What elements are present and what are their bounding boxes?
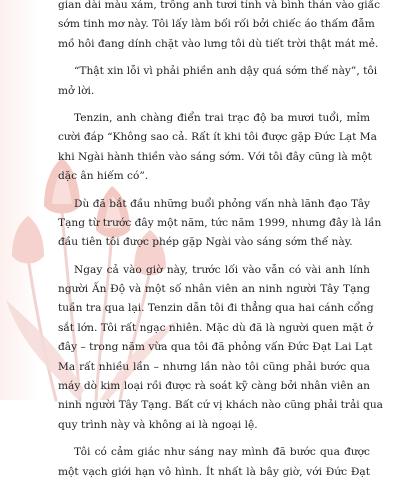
text-line: một vạch giới hạn vô hình. Ít nhất là bây giờ, với Đức Đạt — [58, 465, 370, 478]
text-line: mồ hôi đang dính chặt vào lưng tôi dù tiết trời thật mát mẻ. — [58, 37, 379, 50]
text-line: Ma rất nhiều lần – nhưng lần nào tôi cũng phải bước qua — [58, 360, 370, 373]
tulip-flower — [12, 216, 44, 264]
text-line: Tôi có cảm giác như sáng nay mình đã bước qua được — [74, 446, 370, 459]
text-line: dặc ân hiếm có”. — [58, 170, 149, 183]
text-line: sắt lớn. Tôi rất ngạc nhiên. Mặc dù đã là người quen mặt ở — [58, 321, 373, 334]
text-line: sớm tinh mơ này. Tôi lấy làm bối rối bởi chiếc áo thấm đẫm — [58, 18, 375, 31]
text-line: Tạng từ trước đây một năm, tức năm 1999, nhưng đây là lần — [58, 216, 382, 229]
text-line: cười đáp “Không sao cả. Rất ít khi tôi được gặp Đức Lạt Ma — [58, 131, 377, 144]
text-line: người Ấn Độ và một số nhân viên an ninh người Tây Tạng — [58, 283, 370, 296]
text-line: gian dài màu xám, trông anh tươi tỉnh và bình thản vào giấc — [58, 0, 381, 11]
text-line: đầu tiên tôi được phép gặp Ngài vào sáng sớm thế này. — [58, 236, 353, 249]
text-line: mở lời. — [58, 84, 95, 97]
text-line: quy trình này và không ai là ngoại lệ. — [58, 418, 258, 431]
text-line: Ngay cả vào giờ này, trước lối vào vẫn có vài anh lính — [74, 263, 370, 276]
page-body-text — [58, 0, 383, 482]
text-line: ninh người Tây Tạng. Bất cứ vị khách nào cũng phải trải qua — [58, 399, 383, 412]
text-line: “Thật xin lỗi vì phải phiền anh dậy quá sớm thế này”, tôi — [74, 65, 378, 78]
text-line: khi Ngài hành thiền vào sáng sớm. Với tôi đây cũng là một — [58, 150, 372, 163]
text-line: Dù đã bắt đầu những buổi phỏng vấn nhà lãnh đạo Tây — [74, 197, 370, 210]
text-line: đây – trong năm vừa qua tôi đã phỏng vấn Đức Đạt Lai Lạt — [58, 341, 373, 354]
text-line: Tenzin, anh chàng điển trai trạc độ ba mươi tuổi, mỉm — [74, 111, 370, 124]
text-line: máy dò kim loại rồi được rà soát kỹ càng bởi nhân viên an — [58, 380, 370, 393]
text-line: tuần tra qua lại. Tenzin dẫn tôi đi thẳng qua hai cánh cổng — [58, 302, 374, 315]
